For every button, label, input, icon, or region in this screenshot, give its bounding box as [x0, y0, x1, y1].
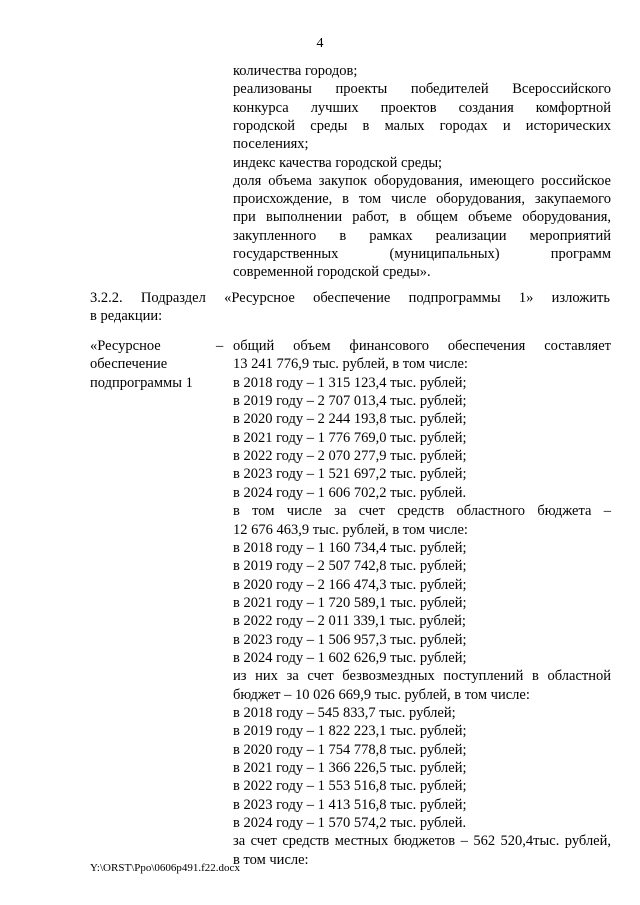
- resource-value-line: в 2018 году – 1 160 734,4 тыс. рублей;: [233, 539, 467, 556]
- intro-line: городской среды в малых городах и исторических: [233, 117, 611, 134]
- resource-value-line: в 2023 году – 1 521 697,2 тыс. рублей;: [233, 466, 467, 483]
- resource-value-line: в 2024 году – 1 606 702,2 тыс. рублей.: [233, 484, 467, 501]
- resource-value-line: в 2021 году – 1 720 589,1 тыс. рублей;: [233, 594, 467, 611]
- resource-value-line: в 2021 году – 1 366 226,5 тыс. рублей;: [233, 760, 467, 777]
- intro-line: индекс качества городской среды;: [233, 154, 443, 171]
- resource-value-line: в 2019 году – 2 707 013,4 тыс. рублей;: [233, 393, 467, 410]
- resource-value-line: в 2022 году – 1 553 516,8 тыс. рублей;: [233, 778, 467, 795]
- resource-value-line: бюджет – 10 026 669,9 тыс. рублей, в том числе:: [233, 686, 530, 703]
- intro-line: закупленного в рамках реализации мероприятий: [233, 227, 611, 244]
- resource-value-line: в 2020 году – 2 166 474,3 тыс. рублей;: [233, 576, 467, 593]
- intro-line: происхождение, в том числе оборудования, закупаемого: [233, 191, 611, 208]
- resource-value-line: в 2022 году – 2 070 277,9 тыс. рублей;: [233, 448, 467, 465]
- intro-line: при выполнении работ, в общем объеме оборудования,: [233, 209, 611, 226]
- page-number: 4: [316, 36, 324, 51]
- resource-value-line: общий объем финансового обеспечения составляет: [233, 338, 611, 354]
- resource-value-line: в 2023 году – 1 413 516,8 тыс. рублей;: [233, 796, 467, 813]
- resource-label-line: обеспечение: [90, 356, 168, 373]
- resource-value-line: в 2021 году – 1 776 769,0 тыс. рублей;: [233, 429, 467, 446]
- resource-value-line: в 2020 году – 1 754 778,8 тыс. рублей;: [233, 741, 467, 758]
- resource-label-line: подпрограммы 1: [90, 374, 193, 391]
- resource-value-line: в 2024 году – 1 602 626,9 тыс. рублей;: [233, 649, 467, 666]
- resource-value-line: в 2020 году – 2 244 193,8 тыс. рублей;: [233, 411, 467, 428]
- intro-line: современной городской среды».: [233, 264, 431, 281]
- resource-value-line: в том числе за счет средств областного бюджета –: [233, 503, 611, 520]
- resource-value-line: из них за счет безвозмездных поступлений в областной: [233, 668, 611, 685]
- resource-value-line: в 2019 году – 2 507 742,8 тыс. рублей;: [233, 558, 467, 575]
- resource-value-line: в 2018 году – 545 833,7 тыс. рублей;: [233, 705, 456, 721]
- intro-line: доля объема закупок оборудования, имеющего российское: [233, 172, 611, 189]
- section-heading-line: 3.2.2. Подраздел «Ресурсное обеспечение подпрограммы 1» изложить: [90, 290, 610, 306]
- label-dash: –: [216, 338, 224, 354]
- intro-line: конкурса лучших проектов создания комфортной: [233, 99, 611, 116]
- resource-label-line: «Ресурсное: [90, 338, 161, 354]
- resource-value-line: в том числе:: [233, 851, 309, 868]
- resource-value-line: за счет средств местных бюджетов – 562 520,4тыс. рублей,: [233, 833, 611, 850]
- intro-line: количества городов;: [233, 63, 358, 79]
- intro-line: реализованы проекты победителей Всероссийского: [233, 81, 611, 98]
- resource-value-line: в 2018 году – 1 315 123,4 тыс. рублей;: [233, 374, 467, 391]
- intro-line: государственных (муниципальных) программ: [233, 246, 611, 262]
- resource-value-line: в 2022 году – 2 011 339,1 тыс. рублей;: [233, 613, 466, 630]
- resource-value-line: 13 241 776,9 тыс. рублей, в том числе:: [233, 356, 468, 373]
- section-heading-line: в редакции:: [90, 308, 163, 325]
- resource-value-line: в 2023 году – 1 506 957,3 тыс. рублей;: [233, 631, 467, 648]
- resource-value-line: 12 676 463,9 тыс. рублей, в том числе:: [233, 521, 468, 538]
- file-path-footer: Y:\ORST\Ppo\0606p491.f22.docx: [90, 862, 240, 874]
- resource-value-line: в 2024 году – 1 570 574,2 тыс. рублей.: [233, 815, 467, 832]
- intro-line: поселениях;: [233, 136, 309, 153]
- resource-value-line: в 2019 году – 1 822 223,1 тыс. рублей;: [233, 723, 467, 740]
